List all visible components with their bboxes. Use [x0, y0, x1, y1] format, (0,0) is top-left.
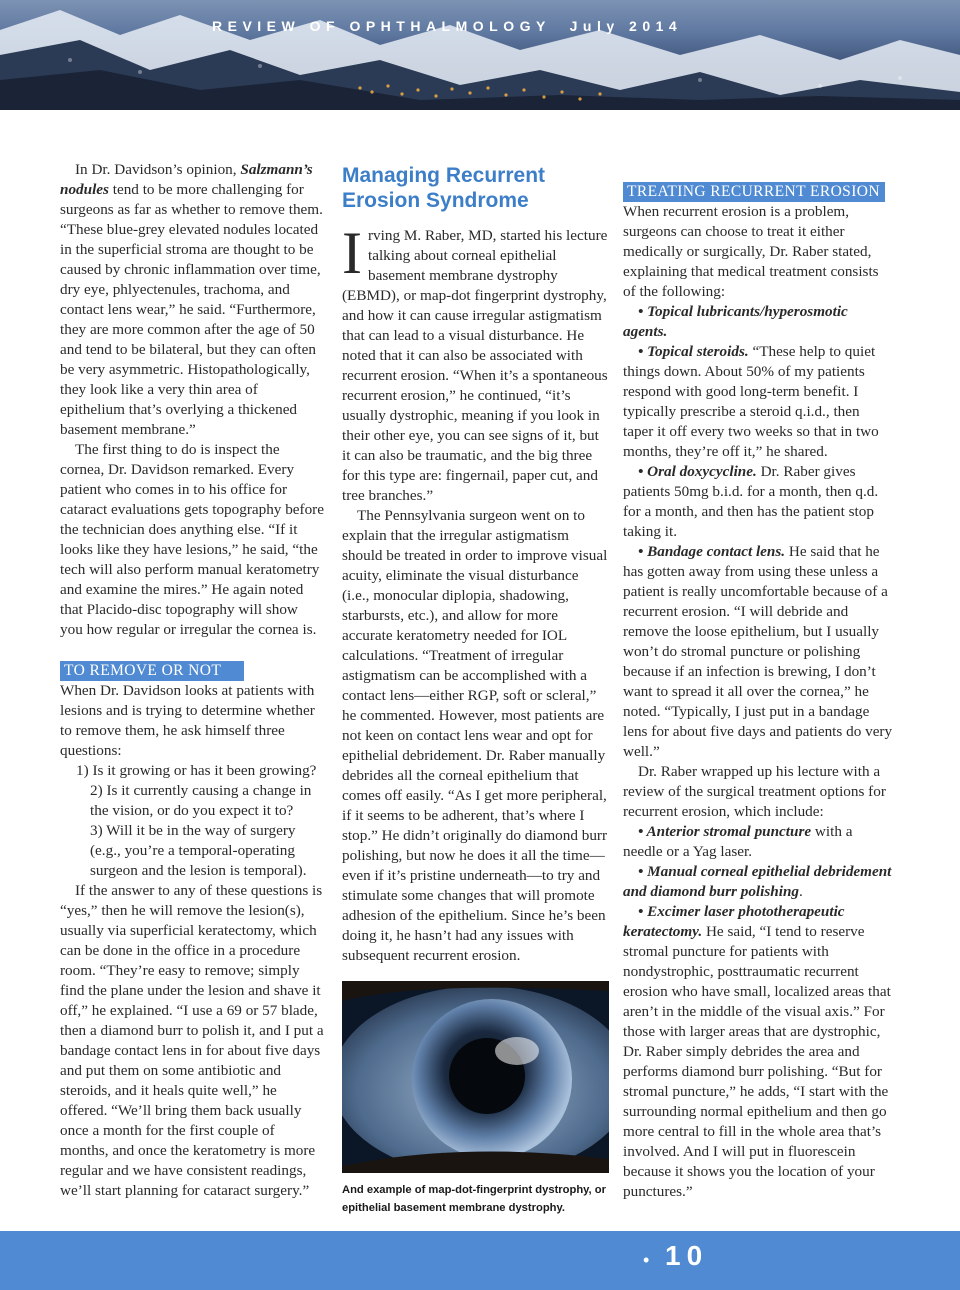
text-run: with a needle or a Yag laser.: [623, 823, 853, 860]
bullet-term: • Excimer laser phototherapeutic keratectomy.: [623, 903, 845, 940]
list-item: 3) Will it be in the way of surgery (e.g., you’re a temporal-operating surgeon and the lesion is temporal).: [90, 822, 307, 879]
bullet-term: • Manual corneal epithelial debridement and diamond burr polishing: [623, 863, 892, 900]
bullet-term: • Bandage contact lens.: [638, 543, 786, 560]
paragraph: [60, 160, 324, 440]
paragraph: When Dr. Davidson looks at patients with lesions and is trying to determine whether to remove them, he ask himself three questions:: [60, 682, 315, 759]
page-number: 10: [665, 1240, 709, 1271]
bullet-item: [623, 542, 893, 762]
footer-publication: [212, 18, 682, 34]
mountain-town-illustration: [0, 0, 960, 110]
paragraph: The first thing to do is inspect the cornea, Dr. Davidson remarked. Every patient who comes in to his office for cataract evaluations gets topography before the technician does anything else. “If it looks like they have lesions,” he said, “the tech will also perform manual keratometry and examine the mires.” He again noted that Placido-disc topography will show you how regular or irregular the cornea is.: [60, 441, 324, 638]
list-item: 1) Is it growing or has it been growing?: [76, 762, 317, 779]
paragraph: Dr. Raber wrapped up his lecture with a review of the surgical treatment options for recurrent erosion, which include:: [623, 763, 886, 820]
eye-photo: [342, 981, 609, 1173]
section-heading: TO REMOVE OR NOT: [60, 661, 244, 681]
bullet-item: [623, 822, 893, 862]
text-run: rving M. Raber, MD, started his lecture talking about corneal epithelial basement membrane dystrophy (EBMD), or map-dot fingerprint dystrophy, and how it can cause irregular astigmatism that can lead to a visual disturbance. He noted that it can also be associated with recurrent erosion. “When it’s a spontaneous recurrent erosion,” he continued, “it’s usually dystrophic, meaning if you look in their other eye, you can see signs of it, but it can also be traumatic, and the big three for this type are: fingernail, paper cut, and tree branches.”: [342, 227, 608, 504]
question-list: [60, 761, 324, 881]
paragraph: The Pennsylvania surgeon went on to explain that the irregular astigmatism should be treated in order to improve visual acuity, eliminate the visual disturbance (i.e., monocular diplopia, shadowing, starbursts, etc.), and allow for more accurate keratometry needed for IOL calculations. “Treatment of irregular astigmatism can be accomplished with a contact lens—either RGP, soft or scleral,” he commented. However, most patients are not keen on contact lens wear and opt for epithelial debridement. Dr. Raber manually debrides all the corneal epithelium that comes off easily. “As I get more peripheral, if it seems to be adherent, that’s where I stop.” He didn’t originally do diamond burr polishing, but now he does it all the time—even if it’s pristine underneath—to try and stimulate some changes that will promote adhesion of the epithelium. Since he’s been doing it, he hasn’t had any issues with subsequent recurrent erosion.: [342, 507, 608, 964]
text-run: “These help to quiet things down. About 50% of my patients respond with good long-term benefit. I typically prescribe a steroid q.i.d., then taper it off every two weeks so that in two months, they’re off it,” he shared.: [623, 343, 879, 460]
text-run: tend to be more challenging for surgeons as far as whether to remove them. “These blue-grey elevated nodules located in the superficial stroma are thought to be caused by chronic inflammation over time, dry eye, phlyectenules, trachoma, and contact lens wear,” he said. “Furthermore, they are more common after the age of 50 and tend to be bilateral, but they can often be very asymmetric. Histopathologically, they look like a very thin area of epithelium that’s overlying a thickened basement membrane.”: [60, 181, 323, 438]
bullet-item: [623, 462, 893, 542]
eye-illustration: [342, 981, 609, 1173]
text-run: He said that he has gotten away from using these unless a patient is really uncomfortable because of a recurrent erosion. “I will debride and remove the loose epithelium, but I usually won’t do stromal puncture or polishing because if an infection is brewing, I don’t want to spread it all over the cornea,” he noted. “Typically, I just put in a bandage lens for about five days and patients do very well.”: [623, 543, 893, 760]
bullet-item: [623, 902, 893, 1202]
bullet-term: • Oral doxycycline.: [638, 463, 757, 480]
list-item: 2) Is it currently causing a change in the vision, or do you expect it to?: [90, 782, 312, 819]
bullet-term: • Topical lubricants/hyperosmotic agents.: [623, 303, 848, 340]
text-run: In Dr. Davidson’s opinion,: [75, 161, 241, 178]
paragraph: When recurrent erosion is a problem, surgeons can choose to treat it either medically or surgically, Dr. Raber stated, explaining that medical treatment consists of the following:: [623, 203, 879, 300]
publication-name: REVIEW OF OPHTHALMOLOGY: [212, 18, 551, 34]
emphasis-term: Salzmann’s nodules: [60, 161, 313, 198]
section-heading: TREATING RECURRENT EROSION: [623, 182, 885, 202]
bullet-item: [623, 302, 893, 342]
bullet-term: • Topical steroids.: [638, 343, 749, 360]
column-middle: [342, 160, 609, 1217]
bullet-term: • Anterior stromal puncture: [638, 823, 812, 840]
footer-separator: •: [643, 1250, 650, 1270]
article-title: Managing Recurrent Erosion Syndrome: [342, 164, 546, 212]
figure-caption: And example of map-dot-fingerprint dystrophy, or epithelial basement membrane dystrophy.: [342, 1184, 606, 1214]
text-run: Dr. Raber gives patients 50mg b.i.d. for a month, then q.d. for a month, and then has the patient stop taking it.: [623, 463, 879, 540]
column-left: [60, 160, 324, 1201]
header-banner-photo: [0, 0, 960, 110]
paragraph: If the answer to any of these questions is “yes,” then he will remove the lesion(s), usually via superficial keratectomy, which can be done in the office in a procedure room. “They’re easy to remove; simply find the plane under the lesion and shave it off,” he explained. “I use a 69 or 57 blade, then a diamond burr to polish it, and I put a bandage contact lens in for about five days and put them on some antibiotic and steroids, and it heals quite well,” he offered. “We’ll bring them back usually once a month for the first couple of months, and once the keratometry is more regular and we have consistent readings, we’ll start planning for cataract surgery.”: [60, 882, 324, 1199]
drop-cap: I: [342, 220, 362, 286]
text-run: .: [798, 883, 803, 900]
bullet-item: [623, 862, 893, 902]
paragraph: [342, 220, 609, 506]
bullet-item: [623, 342, 893, 462]
text-run: He said, “I tend to reserve stromal puncture for patients with nondystrophic, posttraumatic recurrent erosion who have small, localized areas that aren’t in the middle of the visual axis.” For those with larger areas that are dystrophic, Dr. Raber simply debrides the area and performs diamond burr polishing. “But for stromal puncture,” he adds, “I start with the surrounding normal epithelium and then go more central to fill in the whole area that’s involved. And I will put in fluorescein because it shows you the location of your punctures.”: [623, 923, 891, 1200]
column-right: [623, 160, 893, 1202]
page-footer: [0, 1231, 960, 1290]
issue-date: July 2014: [569, 18, 683, 34]
